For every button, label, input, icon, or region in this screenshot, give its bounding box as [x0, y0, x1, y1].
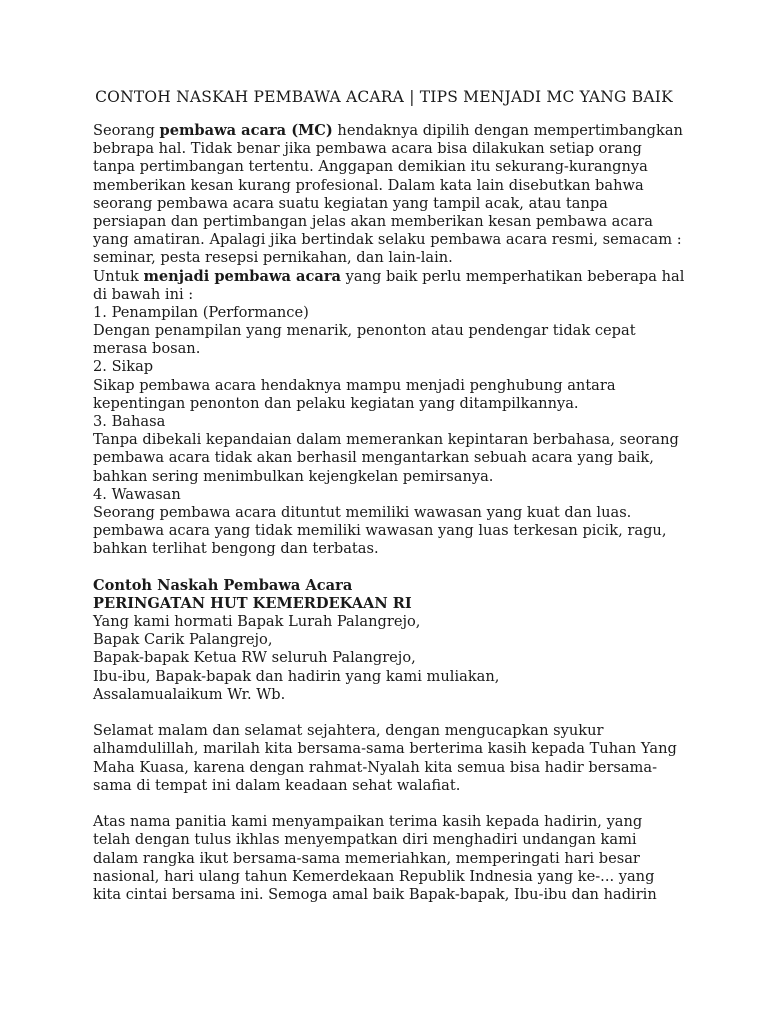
list-item-line: Dengan penampilan yang menarik, penonton atau pendengar tidak cepat [93, 322, 636, 340]
greeting-line: Bapak-bapak Ketua RW seluruh Palangrejo, [93, 649, 416, 667]
paragraph-line: seminar, pesta resepsi pernikahan, dan lain-lain. [93, 249, 453, 267]
list-item-heading: 4. Wawasan [93, 485, 181, 503]
list-item-line: kepentingan penonton dan pelaku kegiatan yang ditampilkannya. [93, 394, 579, 412]
text-span: yang baik perlu memperhatikan beberapa hal [341, 267, 685, 285]
document-title: CONTOH NASKAH PEMBAWA ACARA | TIPS MENJADI MC YANG BAIK [95, 88, 673, 106]
paragraph-line: yang amatiran. Apalagi jika bertindak selaku pembawa acara resmi, semacam : [93, 231, 682, 249]
list-item-line: merasa bosan. [93, 340, 201, 358]
spacer [93, 704, 693, 722]
list-item-line: Sikap pembawa acara hendaknya mampu menjadi penghubung antara [93, 376, 616, 394]
paragraph-line: telah dengan tulus ikhlas menyempatkan diri menghadiri undangan kami [93, 831, 637, 849]
paragraph-line: di bawah ini : [93, 285, 194, 303]
list-item-line: pembawa acara yang tidak memiliki wawasan yang luas terkesan picik, ragu, [93, 522, 667, 540]
paragraph-line: memberikan kesan kurang profesional. Dalam kata lain disebutkan bahwa [93, 176, 644, 194]
paragraph-line: dalam rangka ikut bersama-sama memeriahkan, memperingati hari besar [93, 849, 640, 867]
list-item-line: Tanpa dibekali kepandaian dalam memerankan kepintaran berbahasa, seorang [93, 431, 679, 449]
list-item-heading: 1. Penampilan (Performance) [93, 303, 309, 321]
text-span: Untuk [93, 267, 144, 285]
list-item-line: bahkan terlihat bengong dan terbatas. [93, 540, 379, 558]
list-item-line: Seorang pembawa acara dituntut memiliki wawasan yang kuat dan luas. [93, 503, 632, 521]
paragraph-line: Maha Kuasa, karena dengan rahmat-Nyalah kita semua bisa hadir bersama- [93, 758, 658, 776]
spacer [93, 559, 693, 577]
paragraph-line: sama di tempat ini dalam keadaan sehat walafiat. [93, 776, 461, 794]
list-item-line: pembawa acara tidak akan berhasil mengantarkan sebuah acara yang baik, [93, 449, 654, 467]
paragraph-line [93, 122, 693, 140]
bold-term: menjadi pembawa acara [143, 267, 341, 285]
greeting-line: Ibu-ibu, Bapak-bapak dan hadirin yang kami muliakan, [93, 667, 500, 685]
paragraph-line: persiapan dan pertimbangan jelas akan memberikan kesan pembawa acara [93, 212, 653, 230]
list-item-line: bahkan sering menimbulkan kejengkelan pemirsanya. [93, 467, 494, 485]
paragraph-line: Selamat malam dan selamat sejahtera, dengan mengucapkan syukur [93, 722, 604, 740]
section-subtitle: PERINGATAN HUT KEMERDEKAAN RI [93, 594, 412, 612]
list-item-heading: 2. Sikap [93, 358, 154, 376]
bold-term: pembawa acara (MC) [159, 122, 333, 139]
paragraph-line [93, 268, 693, 286]
list-item-heading: 3. Bahasa [93, 413, 166, 430]
greeting-line: Yang kami hormati Bapak Lurah Palangrejo, [93, 613, 421, 631]
greeting-line: Bapak Carik Palangrejo, [93, 631, 273, 649]
paragraph-line: nasional, hari ulang tahun Kemerdekaan Republik Indnesia yang ke-... yang [93, 867, 655, 885]
paragraph-line: seorang pembawa acara suatu kegiatan yang tampil acak, atau tanpa [93, 194, 608, 212]
greeting-line: Assalamualaikum Wr. Wb. [93, 685, 286, 703]
spacer [93, 795, 693, 813]
paragraph-line: tanpa pertimbangan tertentu. Anggapan demikian itu sekurang-kurangnya [93, 158, 648, 176]
section-title: Contoh Naskah Pembawa Acara [93, 576, 353, 594]
paragraph-line: Atas nama panitia kami menyampaikan terima kasih kepada hadirin, yang [93, 813, 643, 831]
document-body [93, 122, 693, 904]
paragraph-line: bebrapa hal. Tidak benar jika pembawa acara bisa dilakukan setiap orang [93, 140, 642, 158]
text-span: hendaknya dipilih dengan mempertimbangkan [332, 122, 683, 139]
paragraph-line: kita cintai bersama ini. Semoga amal baik Bapak-bapak, Ibu-ibu dan hadirin [93, 885, 657, 903]
text-span: Seorang [93, 122, 160, 139]
paragraph-line: alhamdulillah, marilah kita bersama-sama berterima kasih kepada Tuhan Yang [93, 740, 677, 758]
